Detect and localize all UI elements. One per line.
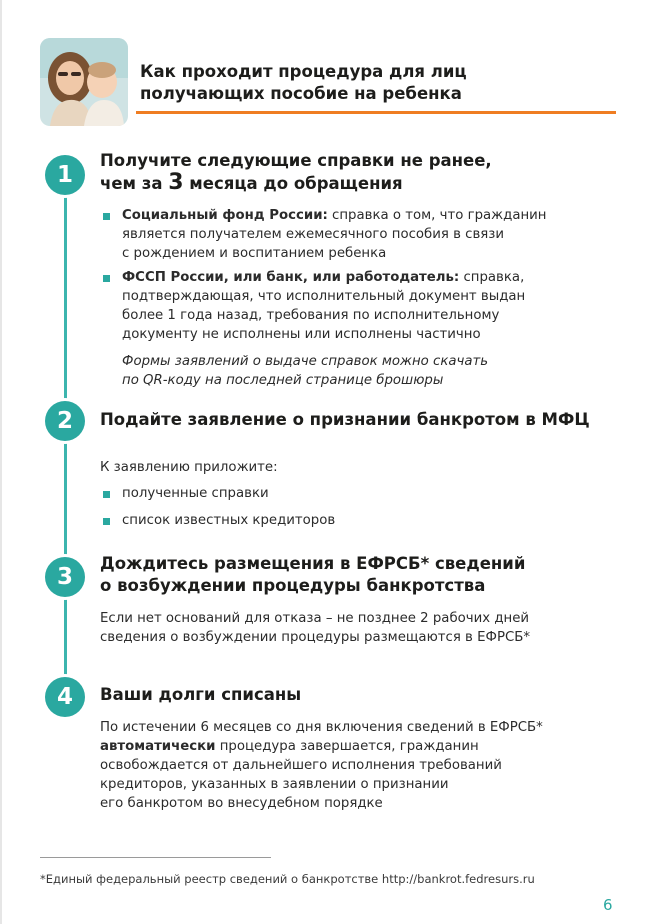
step-1-item-2-line-1 xyxy=(122,268,525,287)
step-3-badge: 3 xyxy=(45,557,85,597)
step-4-title: Ваши долги списаны xyxy=(100,685,302,704)
bullet-square-icon xyxy=(103,275,110,282)
header-divider xyxy=(136,111,616,114)
step-3-text xyxy=(100,609,530,647)
step-4-text-rest: процедура завершается, гражданин xyxy=(215,739,479,754)
step-1-item-1-line-3: с рождением и воспитанием ребенка xyxy=(122,246,387,261)
step-1-title-line-1: Получите следующие справки не ранее, xyxy=(100,151,492,170)
step-1-item-2-rest: справка, xyxy=(459,270,525,285)
footnote-divider xyxy=(40,857,271,858)
step-1-item-2-line-2: подтверждающая, что исполнительный документ выдан xyxy=(122,289,526,304)
step-4-text-bold: автоматически xyxy=(100,739,216,754)
step-1-title xyxy=(100,150,620,195)
step-2-title: Подайте заявление о признании банкротом в МФЦ xyxy=(100,410,590,429)
step-1-item-1 xyxy=(122,206,547,263)
step-1-title-post: месяца до обращения xyxy=(183,174,403,193)
step-1-item-2-line-3: более 1 года назад, требования по исполнительному xyxy=(122,308,500,323)
bullet-square-icon xyxy=(103,491,110,498)
step-2-badge: 2 xyxy=(45,401,85,441)
step-3-text-line-2: сведения о возбуждении процедуры размещаются в ЕФРСБ* xyxy=(100,630,531,645)
step-1-item-1-line-1 xyxy=(122,206,547,225)
step-1-item-2-bold: ФССП России, или банк, или работодатель: xyxy=(122,270,460,285)
bullet-square-icon xyxy=(103,518,110,525)
page-title-line-1: Как проходит процедура для лиц xyxy=(140,62,467,81)
step-1-item-1-bold: Социальный фонд России: xyxy=(122,208,328,223)
step-1-note-line-1: Формы заявлений о выдаче справок можно скачать xyxy=(122,354,489,369)
step-4-text xyxy=(100,718,543,813)
step-1-months-number: 3 xyxy=(168,170,184,195)
step-2-intro: К заявлению приложите: xyxy=(100,460,278,475)
step-2-item-1: полученные справки xyxy=(122,486,269,501)
step-4-text-line-4: кредиторов, указанных в заявлении о признании xyxy=(100,777,449,792)
bullet-square-icon xyxy=(103,213,110,220)
mother-with-baby-photo xyxy=(40,38,128,126)
step-1-title-pre: чем за xyxy=(100,174,169,193)
step-3-title-line-2: о возбуждении процедуры банкротства xyxy=(100,576,486,595)
step-4-text-line-5: его банкротом во внесудебном порядке xyxy=(100,796,383,811)
step-4-badge: 4 xyxy=(45,677,85,717)
step-1-title-line-2 xyxy=(100,172,620,195)
step-1-badge: 1 xyxy=(45,155,85,195)
step-3-title xyxy=(100,553,620,597)
step-1-note xyxy=(122,352,488,390)
page-number: 6 xyxy=(603,896,613,914)
step-3-title-line-1: Дождитесь размещения в ЕФРСБ* сведений xyxy=(100,554,526,573)
page-title-line-2: получающих пособие на ребенка xyxy=(140,84,462,103)
step-1-item-2-line-4: документу не исполнены или исполнены частично xyxy=(122,327,481,342)
step-1-note-line-2: по QR-коду на последней странице брошюры xyxy=(122,373,444,388)
step-1-item-1-rest: справка о том, что гражданин xyxy=(327,208,547,223)
step-2-item-2: список известных кредиторов xyxy=(122,513,336,528)
step-4-text-line-3: освобождается от дальнейшего исполнения требований xyxy=(100,758,502,773)
step-1-item-1-line-2: является получателем ежемесячного пособия в связи xyxy=(122,227,505,242)
step-3-text-line-1: Если нет оснований для отказа – не позднее 2 рабочих дней xyxy=(100,611,530,626)
page-edge xyxy=(0,0,2,924)
step-4-text-line-2 xyxy=(100,737,543,756)
page-title xyxy=(140,61,540,105)
footnote: *Единый федеральный реестр сведений о банкротстве http://bankrot.fedresurs.ru xyxy=(40,872,535,886)
step-4-text-line-1: По истечении 6 месяцев со дня включения сведений в ЕФРСБ* xyxy=(100,720,543,735)
step-1-item-2 xyxy=(122,268,525,344)
